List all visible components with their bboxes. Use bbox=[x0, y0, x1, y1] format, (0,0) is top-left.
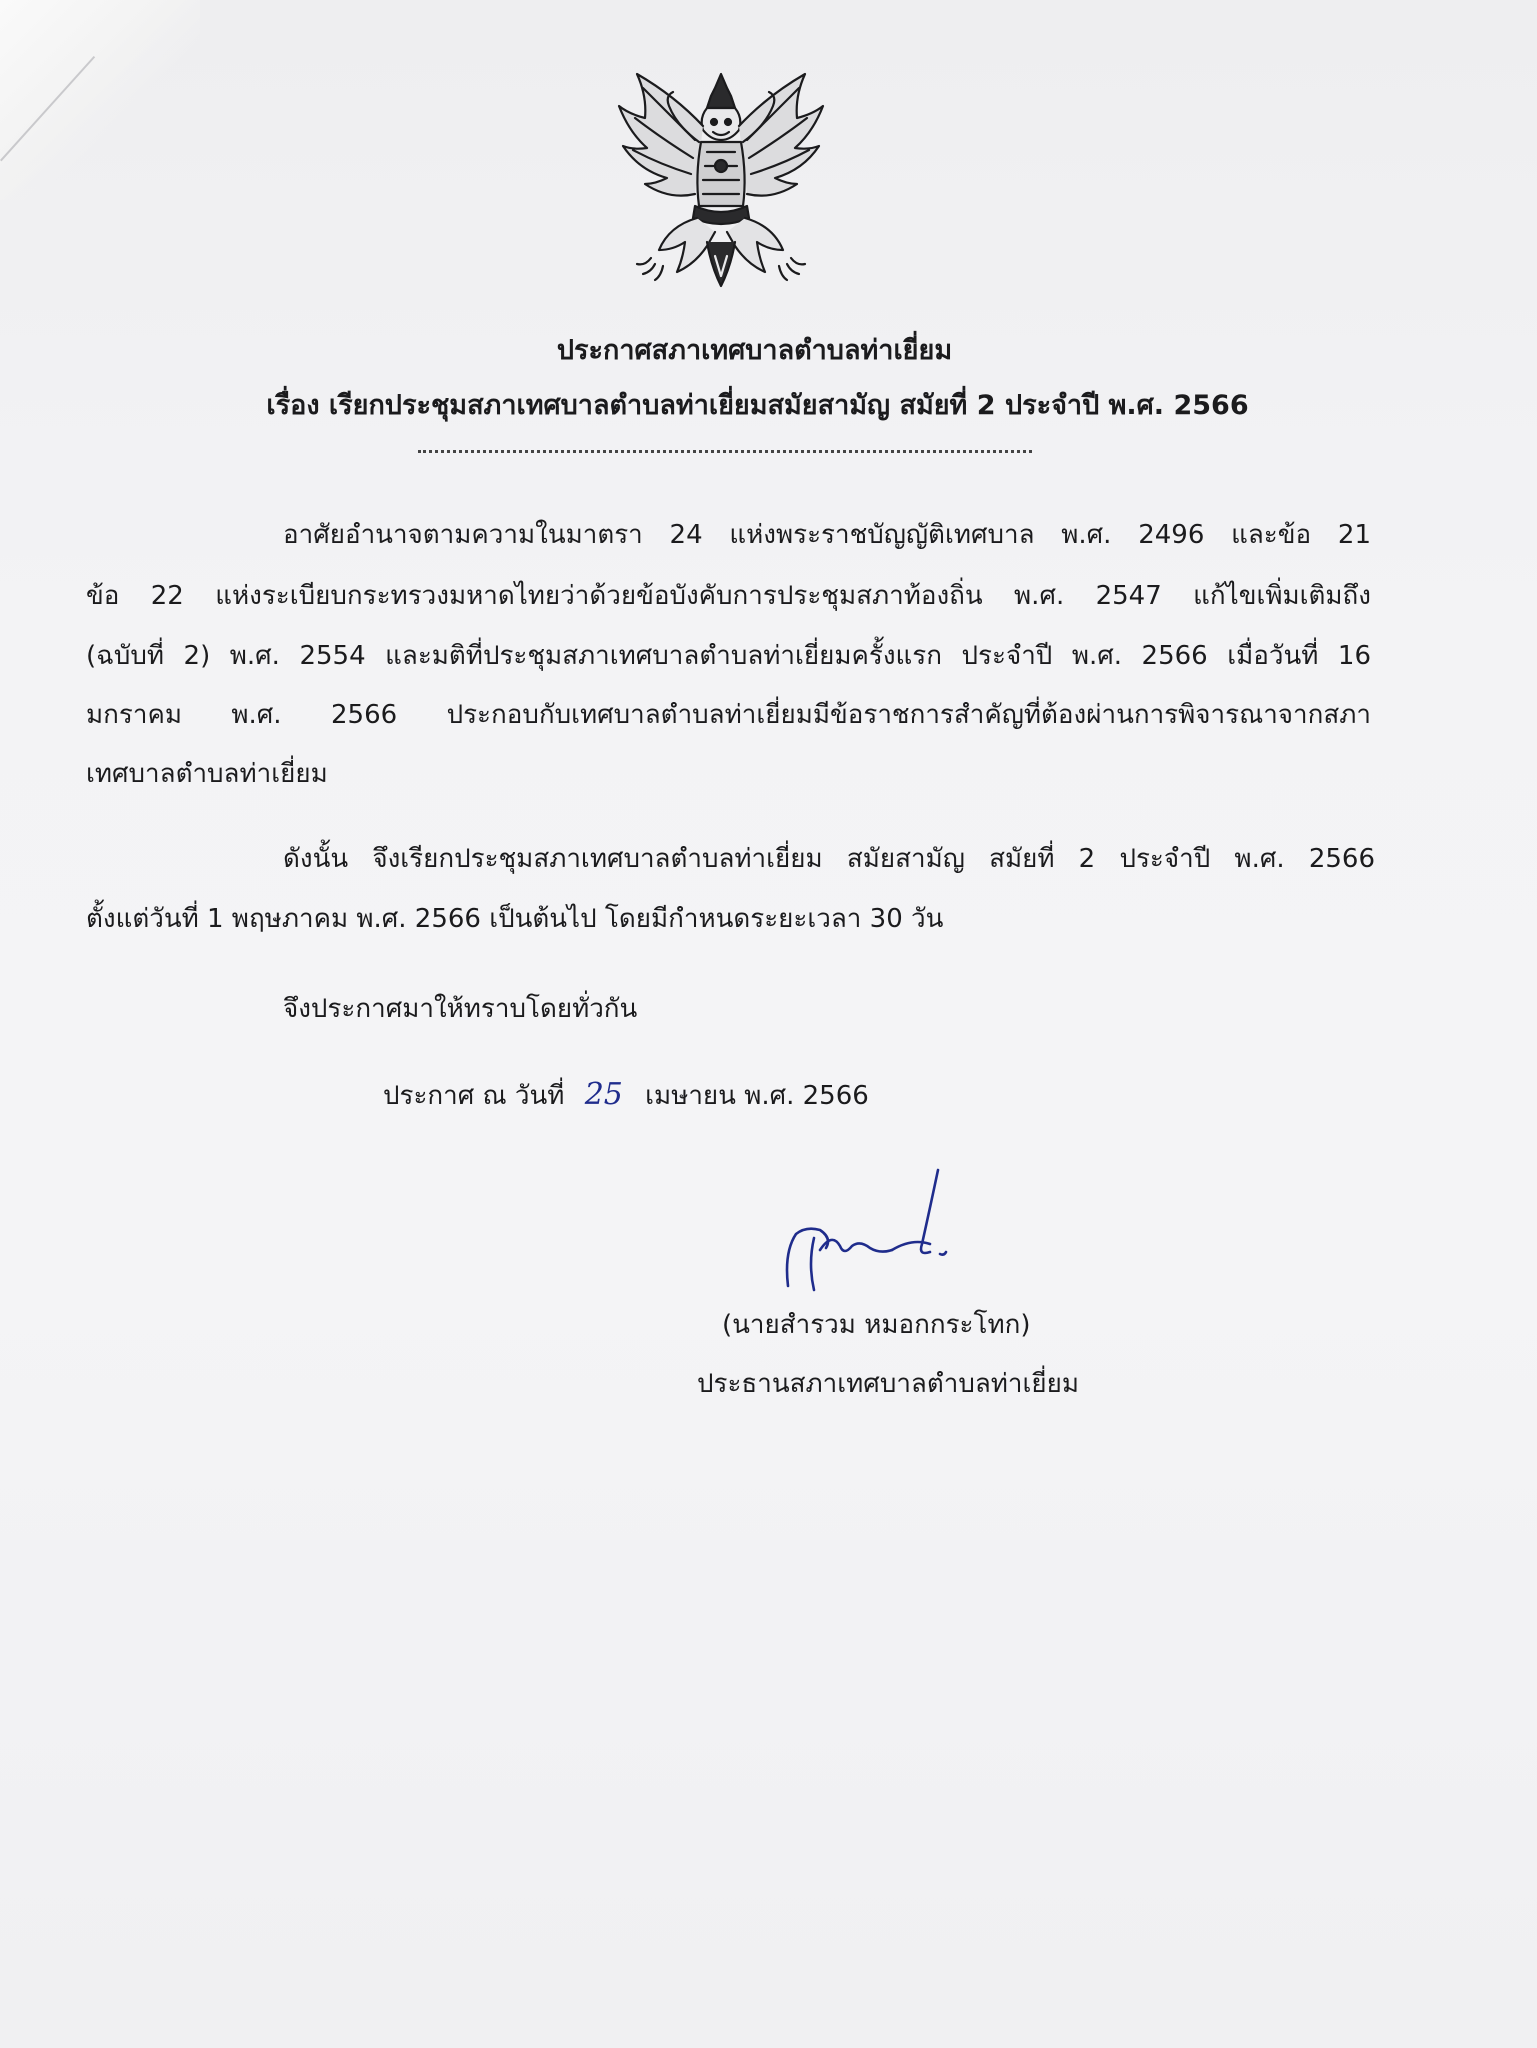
announce-line: จึงประกาศมาให้ทราบโดยทั่วกัน bbox=[283, 994, 638, 1024]
para1-line-4: มกราคม พ.ศ. 2566 ประกอบกับเทศบาลตำบลท่าเยี่ยมมีข้อราชการสำคัญที่ต้องผ่านการพิจารณาจากสภา bbox=[86, 700, 1371, 730]
para2-line-2: ตั้งแต่วันที่ 1 พฤษภาคม พ.ศ. 2566 เป็นต้นไป โดยมีกำหนดระยะเวลา 30 วัน bbox=[86, 904, 944, 934]
para1-line-3: (ฉบับที่ 2) พ.ศ. 2554 และมติที่ประชุมสภาเทศบาลตำบลท่าเยี่ยมครั้งแรก ประจำปี พ.ศ. 2566 เมื่อวันที่ 16 bbox=[86, 641, 1371, 671]
date-prefix: ประกาศ ณ วันที่ bbox=[383, 1081, 565, 1111]
signer-title: ประธานสภาเทศบาลตำบลท่าเยี่ยม bbox=[697, 1369, 1080, 1399]
date-suffix: เมษายน พ.ศ. 2566 bbox=[645, 1081, 869, 1111]
signer-name: (นายสำรวม หมอกกระโทก) bbox=[722, 1310, 1031, 1340]
para1-line-2: ข้อ 22 แห่งระเบียบกระทรวงมหาดไทยว่าด้วยข้อบังคับการประชุมสภาท้องถิ่น พ.ศ. 2547 แก้ไขเพิ่มเติมถึง bbox=[86, 581, 1371, 611]
paper-fold-shading bbox=[0, 0, 200, 200]
date-line bbox=[383, 1077, 869, 1112]
date-day-handwritten: 25 bbox=[584, 1077, 623, 1112]
para1-line-1: อาศัยอำนาจตามความในมาตรา 24 แห่งพระราชบัญญัติเทศบาล พ.ศ. 2496 และข้อ 21 bbox=[283, 520, 1371, 550]
para2-line-1: ดังนั้น จึงเรียกประชุมสภาเทศบาลตำบลท่าเยี่ยม สมัยสามัญ สมัยที่ 2 ประจำปี พ.ศ. 2566 bbox=[283, 844, 1375, 874]
page-title: ประกาศสภาเทศบาลตำบลท่าเยี่ยม bbox=[556, 335, 953, 366]
subject-line: เรื่อง เรียกประชุมสภาเทศบาลตำบลท่าเยี่ยมสมัยสามัญ สมัยที่ 2 ประจำปี พ.ศ. 2566 bbox=[266, 390, 1249, 421]
dotted-divider bbox=[418, 450, 1032, 453]
garuda-emblem-icon bbox=[615, 66, 827, 292]
handwritten-signature bbox=[780, 1168, 980, 1293]
para1-line-5: เทศบาลตำบลท่าเยี่ยม bbox=[86, 759, 328, 789]
